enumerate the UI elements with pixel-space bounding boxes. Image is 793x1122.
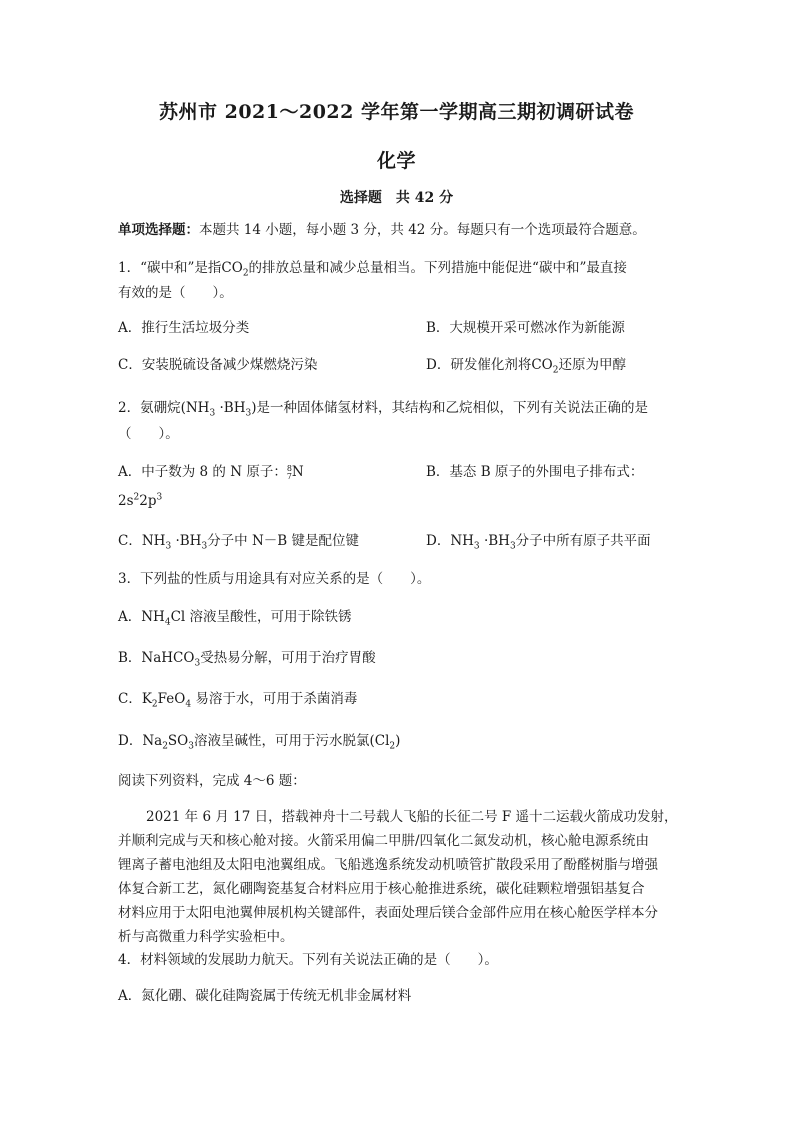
- q1-option-b: B．大规模开采可燃冰作为新能源: [426, 320, 625, 336]
- reading-line: 体复合新工艺，氮化硼陶瓷基复合材料应用于核心舱推进系统，碳化硅颗粒增强铝基复合: [118, 881, 645, 897]
- q2-stem-line1: 2．氨硼烷$(NH_3 \cdot BH_3)$是一种固体储氢材料，其结构和乙烷相似，下列有关说法正确的是: [118, 400, 648, 419]
- subject-title: 化学: [376, 150, 416, 172]
- q3-option-d: D．$Na_2SO_3$溶液呈碱性，可用于污水脱氯$(Cl_2)$: [118, 733, 401, 752]
- instructions: [118, 220, 678, 240]
- reading-passage: [118, 805, 676, 949]
- q1-option-c: C．安装脱硫设备减少煤燃烧污染: [118, 357, 318, 373]
- reading-line: 2021 年 6 月 17 日，搭载神舟十二号载人飞船的长征二号 F 遥十二运载火箭成功发射，: [146, 809, 678, 825]
- q1-option-a: A．推行生活垃圾分类: [118, 320, 250, 336]
- q3-stem: 3．下列盐的性质与用途具有对应关系的是（ ）。: [118, 571, 431, 587]
- q2-option-c: C．$NH_3 \cdot BH_3$分子中 N－B 键是配位键: [118, 533, 360, 552]
- q4-stem: 4．材料领域的发展助力航天。下列有关说法正确的是（ ）。: [118, 952, 498, 968]
- exam-title: 苏州市 2021～2022 学年第一学期高三期初调研试卷: [159, 101, 634, 123]
- q4-option-a: A．氮化硼、碳化硅陶瓷属于传统无机非金属材料: [118, 988, 412, 1004]
- q3-option-b: B．NaHCO$_3$受热易分解，可用于治疗胃酸: [118, 650, 376, 669]
- q1-option-d: D．研发催化剂将$CO_2$还原为甲醇: [426, 357, 626, 376]
- q2-option-d: D．$NH_3 \cdot BH_3$分子中所有原子共平面: [426, 533, 651, 552]
- instructions-label: 单项选择题：: [118, 222, 199, 238]
- reading-line: 锂离子蓄电池组及太阳电池翼组成。飞船逃逸系统发动机喷管扩散段采用了酚醛树脂与增强: [118, 857, 658, 873]
- q3-option-a: A．$NH_4Cl$ 溶液呈酸性，可用于除铁锈: [118, 609, 352, 628]
- q1-stem-line2: 有效的是（ ）。: [118, 285, 233, 301]
- q1-stem-line1: 1．“碳中和”是指$CO_2$的排放总量和减少总量相当。下列措施中能促进“碳中和”最直接: [118, 260, 627, 279]
- reading-intro: 阅读下列资料，完成 4～6 题：: [118, 773, 306, 789]
- section-heading: 选择题 共 42 分: [339, 190, 454, 206]
- q2-option-a: A．中子数为 8 的 N 原子：8 7N: [118, 463, 304, 481]
- reading-line: 析与高微重力科学实验柜中。: [118, 929, 294, 945]
- instructions-text: 本题共 14 小题，每小题 3 分，共 42 分。每题只有一个选项最符合题意。: [199, 222, 646, 238]
- q2-option-b-cont: $2s^22p^3$: [118, 492, 163, 509]
- q2-option-b: B．基态 B 原子的外围电子排布式：: [426, 464, 644, 480]
- q2-stem-line2: （ ）。: [118, 426, 179, 442]
- reading-line: 并顺利完成与天和核心舱对接。火箭采用偏二甲肼/四氧化二氮发动机，核心舱电源系统由: [118, 833, 650, 849]
- q3-option-c: C．$K_2FeO_4$ 易溶于水，可用于杀菌消毒: [118, 691, 358, 710]
- reading-line: 材料应用于太阳电池翼伸展机构关键部件，表面处理后镁合金部件应用在核心舱医学样本分: [118, 905, 658, 921]
